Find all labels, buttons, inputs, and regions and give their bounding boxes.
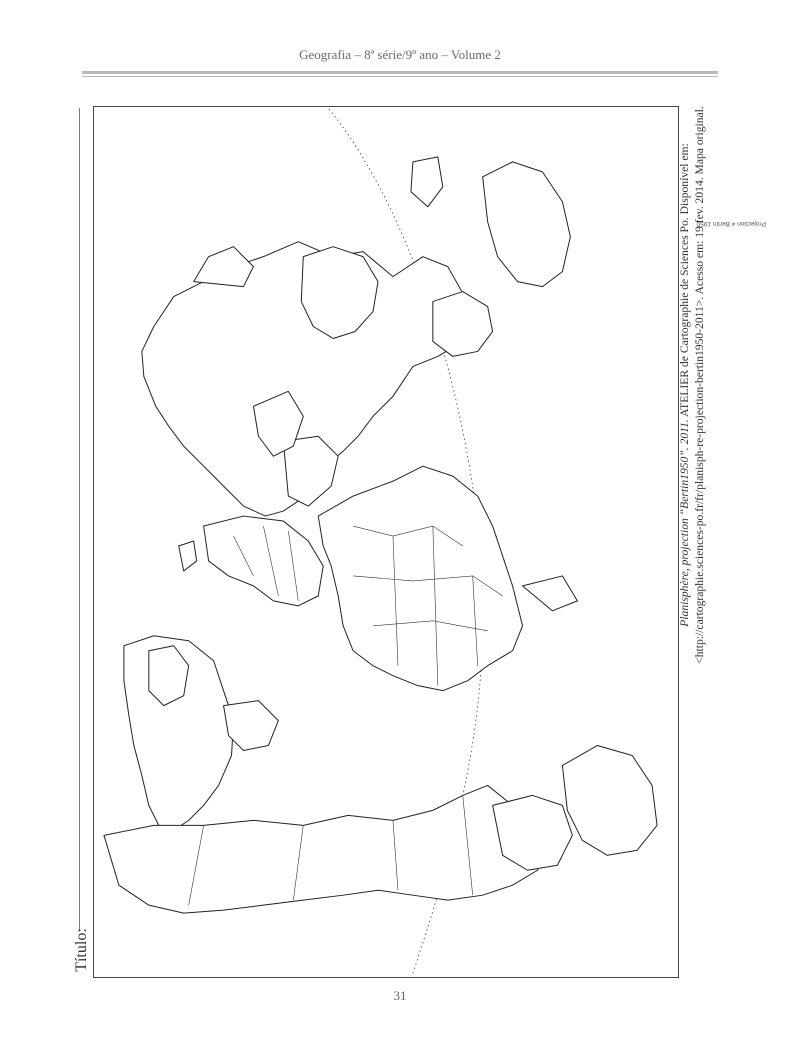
landmass-australia bbox=[433, 292, 493, 357]
landmass-arctic-islands bbox=[411, 157, 443, 207]
landmass-europe bbox=[204, 516, 324, 606]
landmass-north-america-arctic bbox=[483, 162, 571, 287]
header-rule bbox=[82, 71, 718, 74]
landmass-siberia bbox=[194, 247, 254, 287]
header-rule-thin bbox=[82, 76, 718, 77]
source-line-2: <http://cartographie.sciences-po.fr/fr/planisph-re-projection-bertin1950-2011>. Acesso em: 19 fev. 2014. Mapa original. bbox=[693, 106, 706, 664]
source-line-1-rest: ATELIER de Cartographie de Sciences Po. Disponível em: bbox=[678, 143, 691, 420]
landmass-britain bbox=[179, 541, 197, 571]
page-number: 31 bbox=[393, 988, 407, 1003]
title-input-line[interactable] bbox=[79, 108, 80, 930]
landmass-africa bbox=[318, 466, 522, 690]
landmass-antarctica-edge bbox=[562, 746, 657, 856]
source-title: Planisphère, projection “Bertin1950”. 2011. bbox=[678, 419, 691, 627]
projection-label: Projection ≠ Bertin 1950 bbox=[696, 220, 766, 227]
title-label: Título: bbox=[73, 928, 90, 972]
source-citation bbox=[677, 55, 723, 715]
page-header: Geografia – 8ª série/9º ano – Volume 2 bbox=[299, 47, 501, 62]
world-map-outline-icon bbox=[94, 107, 678, 977]
source-line-1 bbox=[677, 55, 692, 715]
landmass-madagascar bbox=[523, 576, 578, 611]
